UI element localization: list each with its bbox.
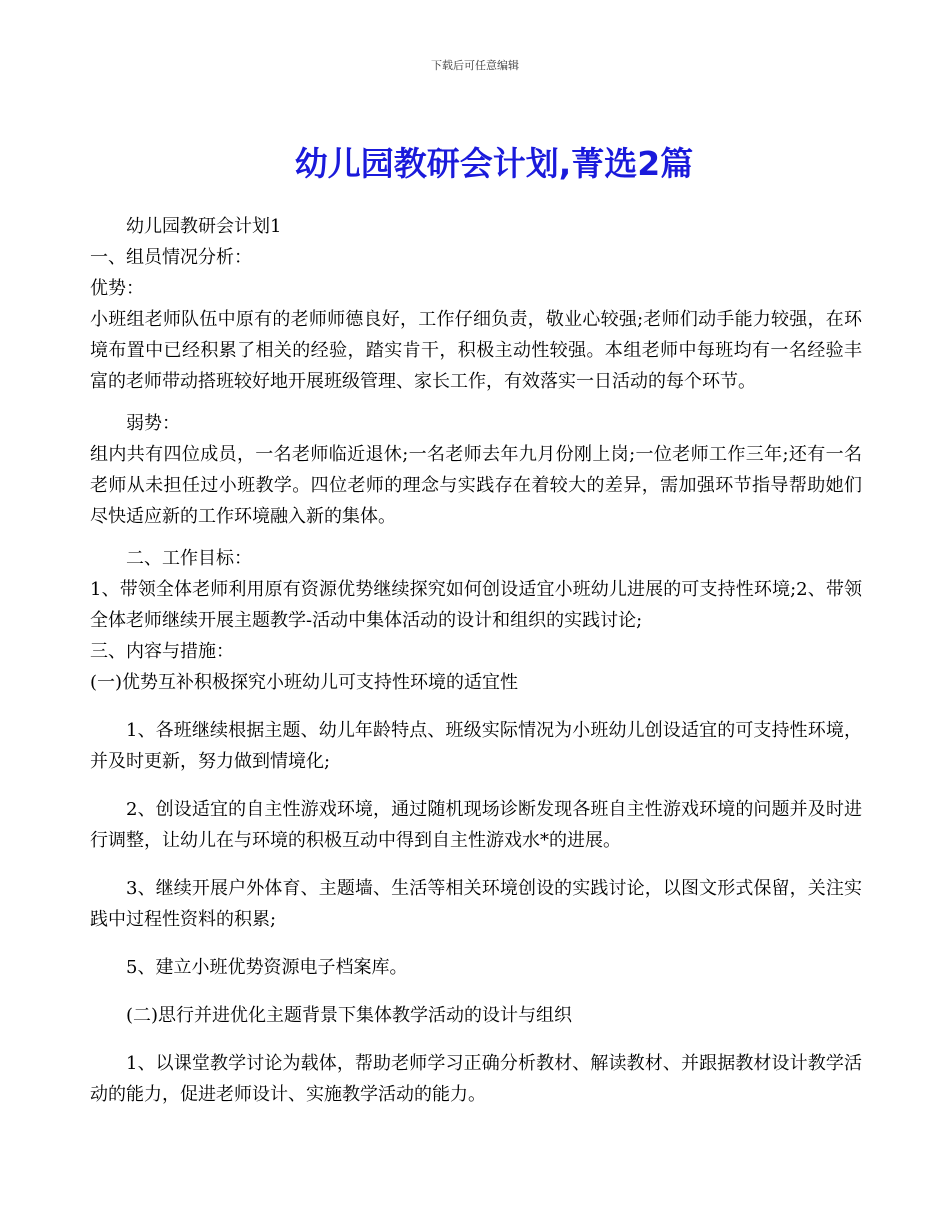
body-paragraph: 小班组老师队伍中原有的老师师德良好，工作仔细负责，敬业心较强;老师们动手能力较强，在环境布置中已经积累了相关的经验，踏实肯干，积极主动性较强。本组老师中每班均有一名经验丰富的老师带动搭班较好地开展班级管理、家长工作，有效落实一日活动的每个环节。 [90, 309, 862, 392]
subheading: (一)优势互补积极探究小班幼儿可支持性环境的适宜性 [90, 672, 519, 693]
subheading: 弱势： [126, 413, 180, 434]
subheading: 优势： [90, 278, 144, 299]
document-title: 幼儿园教研会计划,菁选2篇 [294, 144, 694, 183]
section-heading: 一、组员情况分析： [90, 247, 252, 268]
section-heading: 三、内容与措施： [90, 641, 234, 662]
header-note: 下载后可任意编辑 [431, 59, 519, 72]
body-paragraph: 2、创设适宜的自主性游戏环境，通过随机现场诊断发现各班自主性游戏环境的问题并及时进行调整，让幼儿在与环境的积极互动中得到自主性游戏水*的进展。 [90, 799, 862, 851]
subheading: (二)思行并进优化主题背景下集体教学活动的设计与组织 [126, 1005, 573, 1026]
section-heading: 二、工作目标： [126, 548, 252, 569]
body-paragraph: 5、建立小班优势资源电子档案库。 [126, 957, 408, 978]
body-paragraph: 1、以课堂教学讨论为载体，帮助老师学习正确分析教材、解读教材、并跟据教材设计教学活动的能力，促进老师设计、实施教学活动的能力。 [90, 1053, 862, 1105]
body-paragraph: 组内共有四位成员，一名老师临近退休;一名老师去年九月份刚上岗;一位老师工作三年;还有一名老师从未担任过小班教学。四位老师的理念与实践存在着较大的差异，需加强环节指导帮助她们尽快适应新的工作环境融入新的集体。 [90, 444, 862, 527]
section-heading: 幼儿园教研会计划1 [126, 216, 282, 237]
body-paragraph: 1、带领全体老师利用原有资源优势继续探究如何创设适宜小班幼儿进展的可支持性环境;2、带领全体老师继续开展主题教学-活动中集体活动的设计和组织的实践讨论; [90, 579, 862, 631]
document-body [90, 211, 862, 1110]
body-paragraph: 1、各班继续根据主题、幼儿年龄特点、班级实际情况为小班幼儿创设适宜的可支持性环境，并及时更新，努力做到情境化; [90, 720, 862, 772]
body-paragraph: 3、继续开展户外体育、主题墙、生活等相关环境创设的实践讨论，以图文形式保留，关注实践中过程性资料的积累; [90, 878, 862, 930]
